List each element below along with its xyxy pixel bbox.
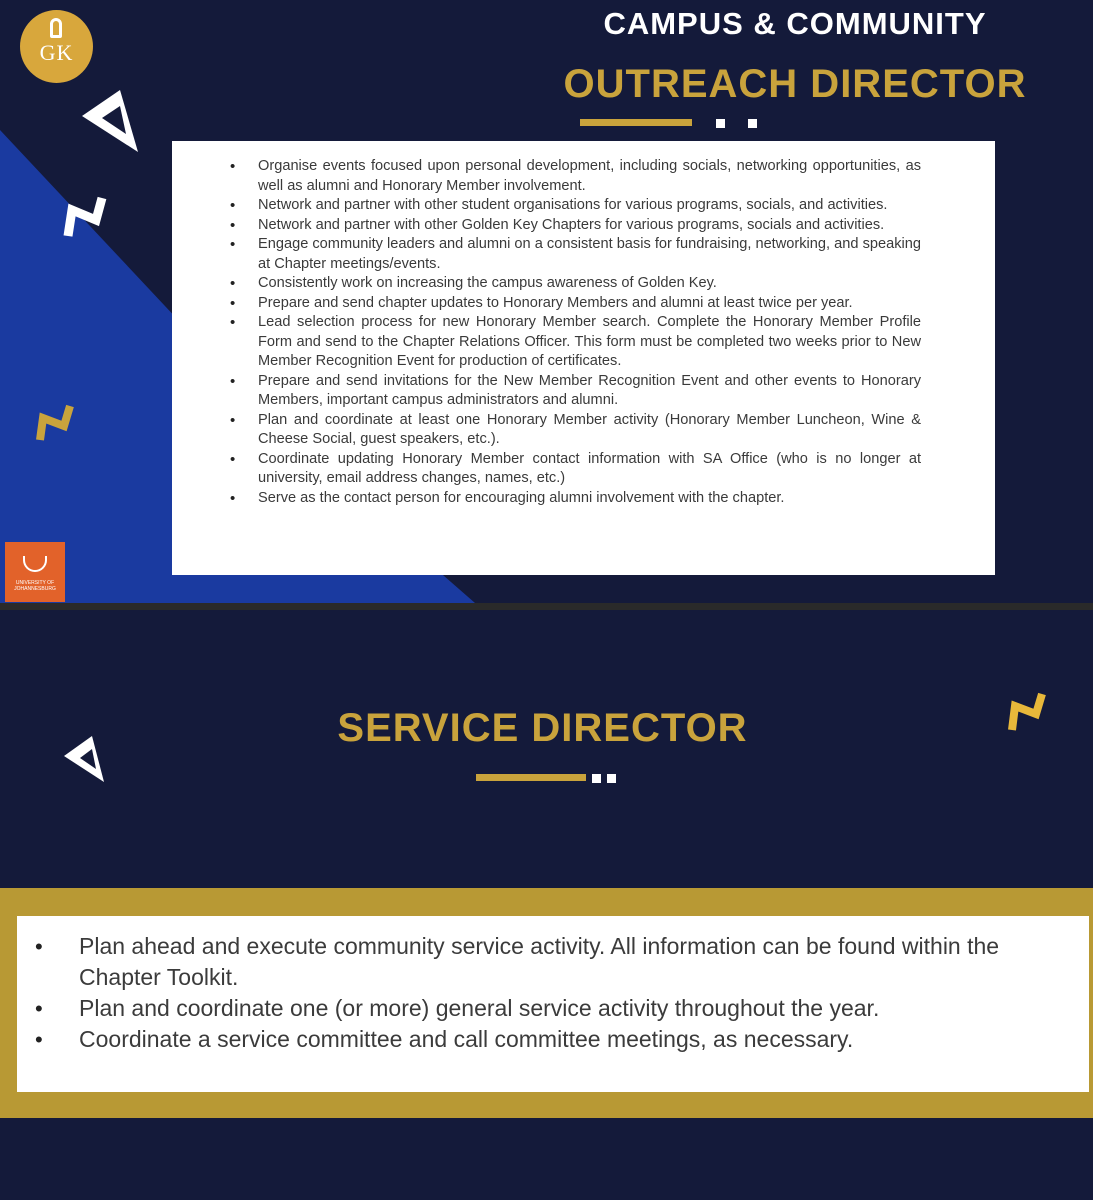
- responsibilities-list: [258, 157, 921, 508]
- slide-service-director: [0, 610, 1093, 1200]
- logo-text: GK: [39, 40, 74, 65]
- responsibilities-list: [79, 931, 1069, 1055]
- slide-divider: [0, 603, 1093, 610]
- key-icon: [50, 18, 62, 38]
- list-item: • Coordinate a service committee and call committee meetings, as necessary.: [79, 1024, 1069, 1055]
- responsibilities-panel: [17, 916, 1089, 1092]
- responsibilities-panel: [172, 141, 995, 575]
- zigzag-icon-gold: [34, 402, 78, 444]
- university-logo-text: UNIVERSITY OF JOHANNESBURG: [14, 580, 56, 592]
- page-title-line2: OUTREACH DIRECTOR: [563, 62, 1027, 106]
- list-item: • Prepare and send invitations for the New Member Recognition Event and other events to Honorary Members, important campus administrators and alumni.: [258, 372, 921, 411]
- triangle-icon: [60, 734, 110, 784]
- zigzag-icon: [62, 192, 110, 240]
- list-item: • Engage community leaders and alumni on a consistent basis for fundraising, networking, and speaking at Chapter meetings/events.: [258, 235, 921, 274]
- decor-dot: [592, 774, 601, 783]
- title-underline: [580, 119, 692, 126]
- page-title-line1: CAMPUS & COMMUNITY: [603, 6, 987, 41]
- list-item: • Prepare and send chapter updates to Honorary Members and alumni at least twice per year.: [258, 294, 921, 314]
- title-underline: [476, 774, 586, 781]
- golden-key-logo: [20, 10, 93, 83]
- list-item: • Consistently work on increasing the campus awareness of Golden Key.: [258, 274, 921, 294]
- list-item: • Network and partner with other Golden Key Chapters for various programs, socials and activities.: [258, 216, 921, 236]
- decor-dot: [748, 119, 757, 128]
- decor-dot: [716, 119, 725, 128]
- page-title: SERVICE DIRECTOR: [337, 706, 748, 750]
- list-item: • Plan and coordinate at least one Honorary Member activity (Honorary Member Luncheon, Wine & Cheese Social, guest speakers, etc.).: [258, 411, 921, 450]
- university-logo: [5, 542, 65, 602]
- list-item: • Plan ahead and execute community service activity. All information can be found within the Chapter Toolkit.: [79, 931, 1069, 993]
- list-item: • Lead selection process for new Honorary Member search. Complete the Honorary Member Profile Form and send to the Chapter Relations Officer. This form must be completed two weeks prior to New Member Recognition Event for production of certificates.: [258, 313, 921, 372]
- decor-dot: [607, 774, 616, 783]
- zigzag-icon-gold: [1006, 690, 1050, 734]
- list-item: • Coordinate updating Honorary Member contact information with SA Office (who is no longer at university, email address changes, names, etc.): [258, 450, 921, 489]
- list-item: • Plan and coordinate one (or more) general service activity throughout the year.: [79, 993, 1069, 1024]
- list-item: • Organise events focused upon personal development, including socials, networking opportunities, as well as alumni and Honorary Member involvement.: [258, 157, 921, 196]
- university-emblem-icon: [23, 556, 47, 572]
- triangle-icon: [74, 86, 144, 156]
- list-item: • Network and partner with other student organisations for various programs, socials, and activities.: [258, 196, 921, 216]
- list-item: • Serve as the contact person for encouraging alumni involvement with the chapter.: [258, 489, 921, 509]
